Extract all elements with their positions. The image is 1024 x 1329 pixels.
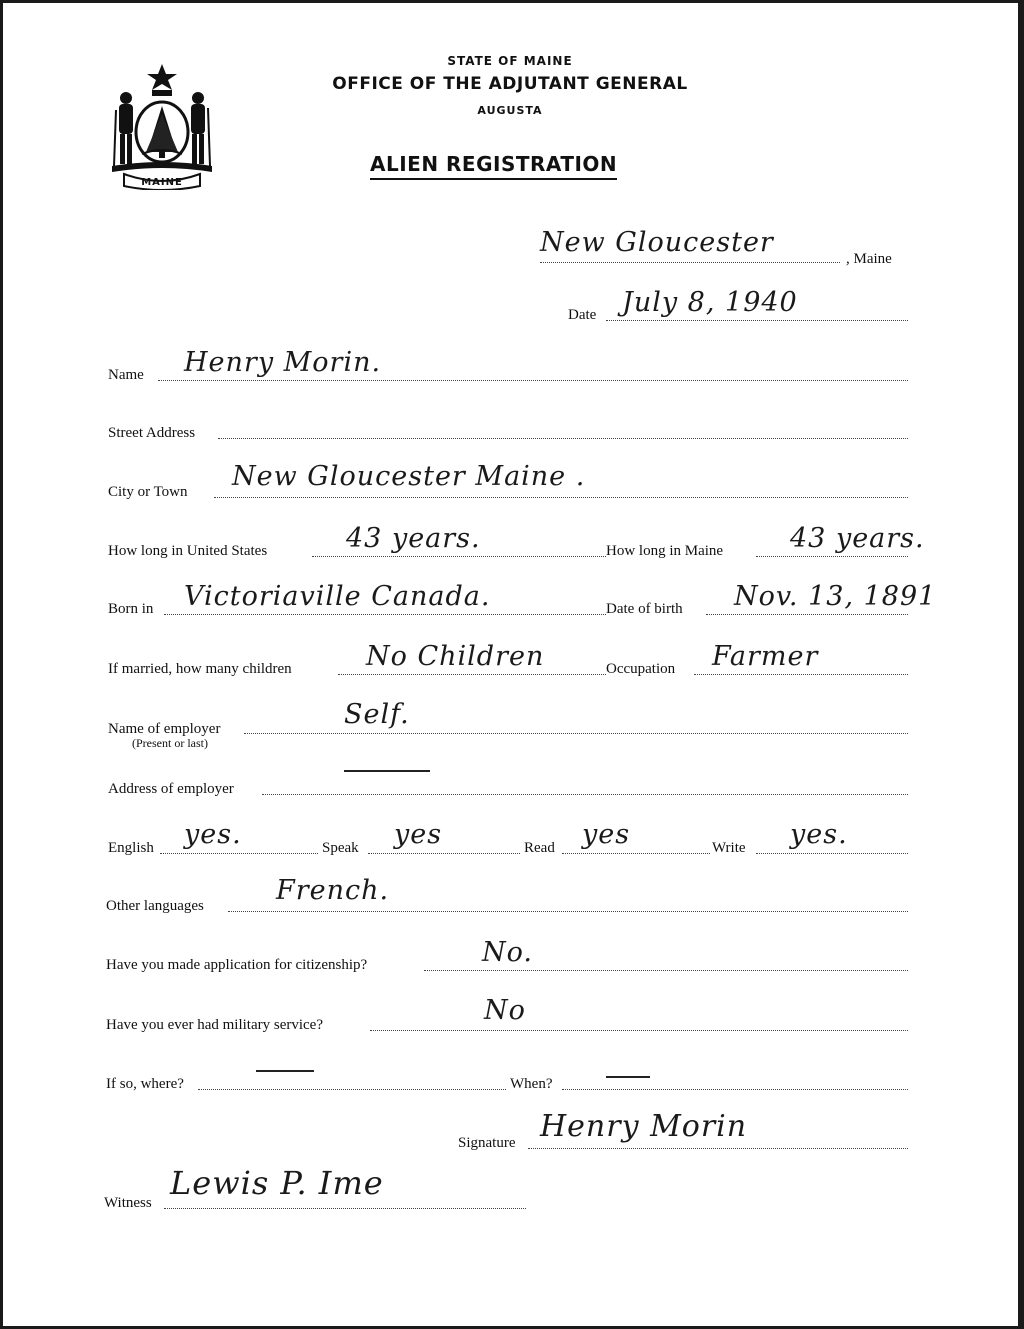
other-languages-label: Other languages (106, 898, 204, 914)
state-heading: STATE OF MAINE (447, 54, 573, 68)
us-years-line (312, 556, 606, 557)
date-label: Date (568, 307, 597, 323)
military-value: No (484, 995, 526, 1026)
read-label: Read (524, 840, 555, 856)
employer-line (244, 733, 908, 734)
maine-years-line (756, 556, 908, 557)
write-value: yes. (790, 819, 848, 850)
witness-value: Lewis P. Ime (170, 1164, 384, 1202)
english-value: yes. (184, 819, 242, 850)
english-label: English (108, 840, 154, 856)
write-label: Write (712, 840, 746, 856)
employer-address-dash (344, 770, 430, 772)
city-heading: AUGUSTA (477, 104, 543, 117)
children-label: If married, how many children (108, 661, 292, 677)
born-value: Victoriaville Canada. (184, 581, 491, 612)
name-line (158, 380, 908, 381)
signature-value: Henry Morin (540, 1109, 748, 1144)
military-line (370, 1030, 908, 1031)
maine-years-label: How long in Maine (606, 543, 724, 559)
children-line (338, 674, 606, 675)
witness-label: Witness (104, 1195, 152, 1211)
dob-line (706, 614, 908, 615)
signature-label: Signature (458, 1135, 516, 1151)
form-title: ALIEN REGISTRATION (370, 152, 617, 180)
maine-seal-icon (110, 62, 214, 190)
where-label: If so, where? (106, 1076, 184, 1092)
employer-address-line (262, 794, 908, 795)
read-line (562, 853, 710, 854)
occupation-label: Occupation (606, 661, 676, 677)
when-dash (606, 1076, 650, 1078)
employer-sublabel: (Present or last) (132, 736, 208, 750)
svg-text:MAINE: MAINE (141, 177, 183, 188)
street-label: Street Address (108, 425, 196, 441)
city-value: New Gloucester Maine . (232, 461, 586, 492)
name-value: Henry Morin. (184, 347, 382, 378)
witness-line (164, 1208, 526, 1209)
military-label: Have you ever had military service? (106, 1017, 323, 1033)
date-value: July 8, 1940 (622, 287, 798, 318)
other-languages-value: French. (276, 875, 390, 906)
occupation-value: Farmer (712, 641, 819, 672)
date-line (606, 320, 908, 321)
citizenship-label: Have you made application for citizenship? (106, 957, 368, 973)
speak-line (368, 853, 520, 854)
us-years-value: 43 years. (346, 523, 481, 554)
read-value: yes (582, 819, 631, 850)
employer-label: Name of employer (108, 721, 221, 737)
born-line (164, 614, 606, 615)
speak-label: Speak (322, 840, 359, 856)
children-value: No Children (366, 641, 545, 672)
english-line (160, 853, 318, 854)
city-line (214, 497, 908, 498)
citizenship-line (424, 970, 908, 971)
dob-label: Date of birth (606, 601, 683, 617)
dob-value: Nov. 13, 1891 (734, 581, 937, 612)
where-line (198, 1089, 506, 1090)
us-years-label: How long in United States (108, 543, 268, 559)
name-label: Name (108, 367, 144, 383)
occupation-line (694, 674, 908, 675)
when-label: When? (510, 1076, 553, 1092)
maine-suffix: , Maine (846, 251, 892, 267)
office-heading: OFFICE OF THE ADJUTANT GENERAL (332, 74, 688, 94)
other-languages-line (228, 911, 908, 912)
maine-years-value: 43 years. (790, 523, 925, 554)
born-label: Born in (108, 601, 154, 617)
town-line (540, 262, 840, 263)
signature-line (528, 1148, 908, 1149)
city-label: City or Town (108, 484, 188, 500)
street-line (218, 438, 908, 439)
employer-address-label: Address of employer (108, 781, 234, 797)
write-line (756, 853, 908, 854)
employer-value: Self. (344, 699, 410, 730)
citizenship-value: No. (482, 937, 533, 968)
when-line (562, 1089, 908, 1090)
where-dash (256, 1070, 314, 1072)
town-value: New Gloucester (540, 227, 774, 258)
speak-value: yes (394, 819, 443, 850)
